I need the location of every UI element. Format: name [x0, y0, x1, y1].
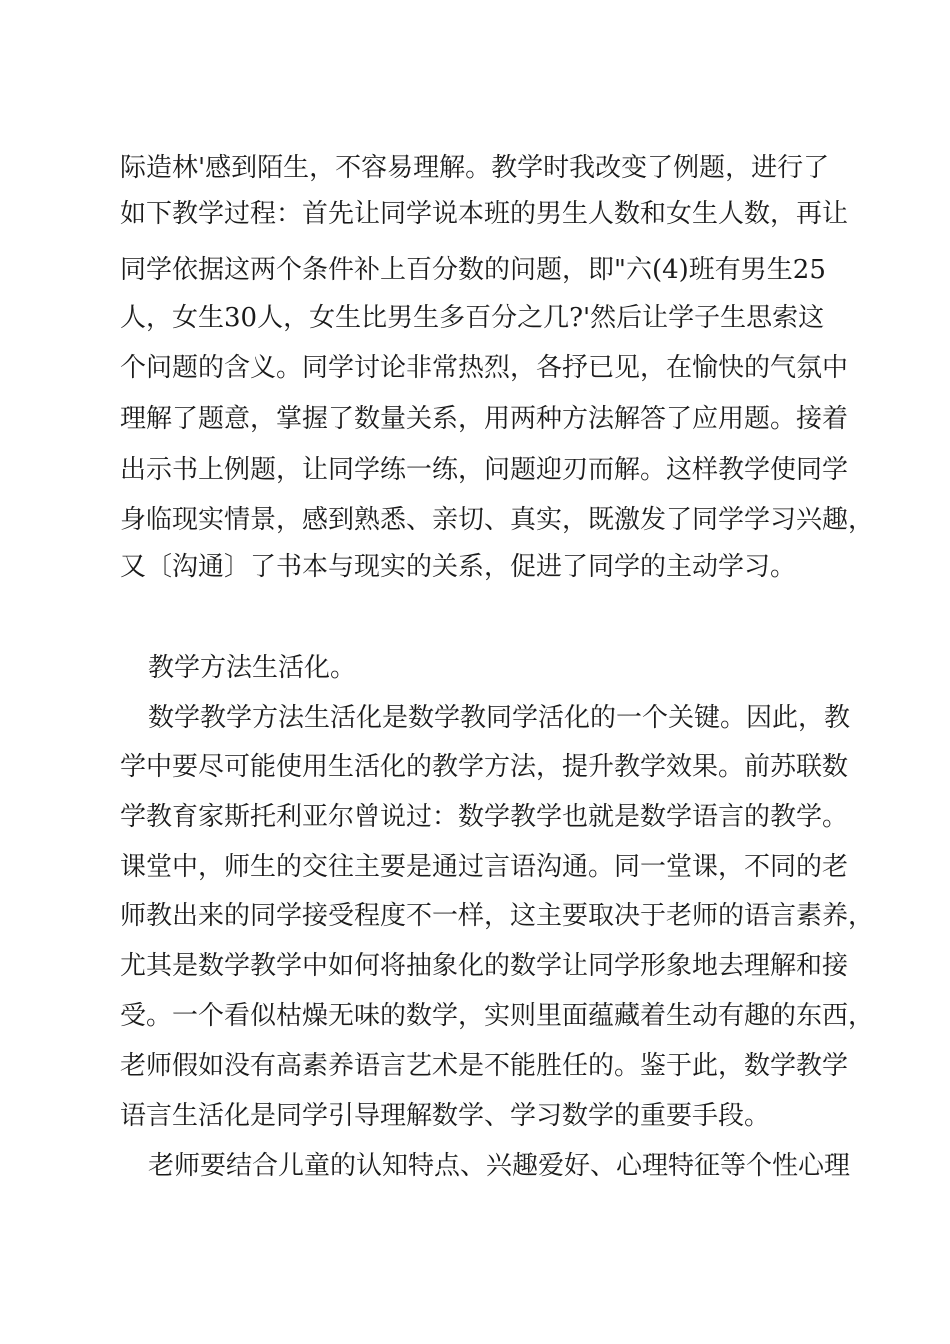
paragraph-line: 理解了题意，掌握了数量关系，用两种方法解答了应用题。接着 — [120, 404, 849, 434]
paragraph-first-line: 数学教学方法生活化是数学教同学活化的一个关键。因此，教 — [148, 703, 851, 733]
paragraph-line: 际造林'感到陌生，不容易理解。教学时我改变了例题，进行了 — [120, 153, 830, 183]
paragraph-line: 又〔沟通〕了书本与现实的关系，促进了同学的主动学习。 — [120, 552, 797, 582]
paragraph-line: 个问题的含义。同学讨论非常热烈，各抒已见，在愉快的气氛中 — [120, 353, 849, 383]
section-heading: 教学方法生活化。 — [148, 653, 357, 683]
paragraph-line: 同学依据这两个条件补上百分数的问题，即"六(4)班有男生25 — [120, 255, 826, 285]
paragraph-line: 如下教学过程：首先让同学说本班的男生人数和女生人数，再让 — [120, 199, 849, 229]
paragraph-line: 尤其是数学教学中如何将抽象化的数学让同学形象地去理解和接 — [120, 951, 849, 981]
paragraph-line: 受。一个看似枯燥无味的数学，实则里面蕴藏着生动有趣的东西， — [120, 1001, 875, 1031]
paragraph-line: 老师假如没有高素养语言艺术是不能胜任的。鉴于此，数学教学 — [120, 1051, 849, 1081]
paragraph-line: 身临现实情景，感到熟悉、亲切、真实，既激发了同学学习兴趣， — [120, 505, 875, 535]
paragraph-line: 课堂中，师生的交往主要是通过言语沟通。同一堂课，不同的老 — [120, 852, 849, 882]
paragraph-line: 师教出来的同学接受程度不一样，这主要取决于老师的语言素养， — [120, 901, 875, 931]
paragraph-line: 出示书上例题，让同学练一练，问题迎刃而解。这样教学使同学 — [120, 455, 849, 485]
paragraph-line: 语言生活化是同学引导理解数学、学习数学的重要手段。 — [120, 1101, 771, 1131]
paragraph-line: 人，女生30人，女生比男生多百分之几?'然后让学子生思索这 — [120, 303, 825, 333]
paragraph-line: 学教育家斯托利亚尔曾说过：数学教学也就是数学语言的教学。 — [120, 802, 849, 832]
paragraph-line: 学中要尽可能使用生活化的教学方法，提升教学效果。前苏联数 — [120, 752, 849, 782]
paragraph-first-line: 老师要结合儿童的认知特点、兴趣爱好、心理特征等个性心理 — [148, 1151, 851, 1181]
